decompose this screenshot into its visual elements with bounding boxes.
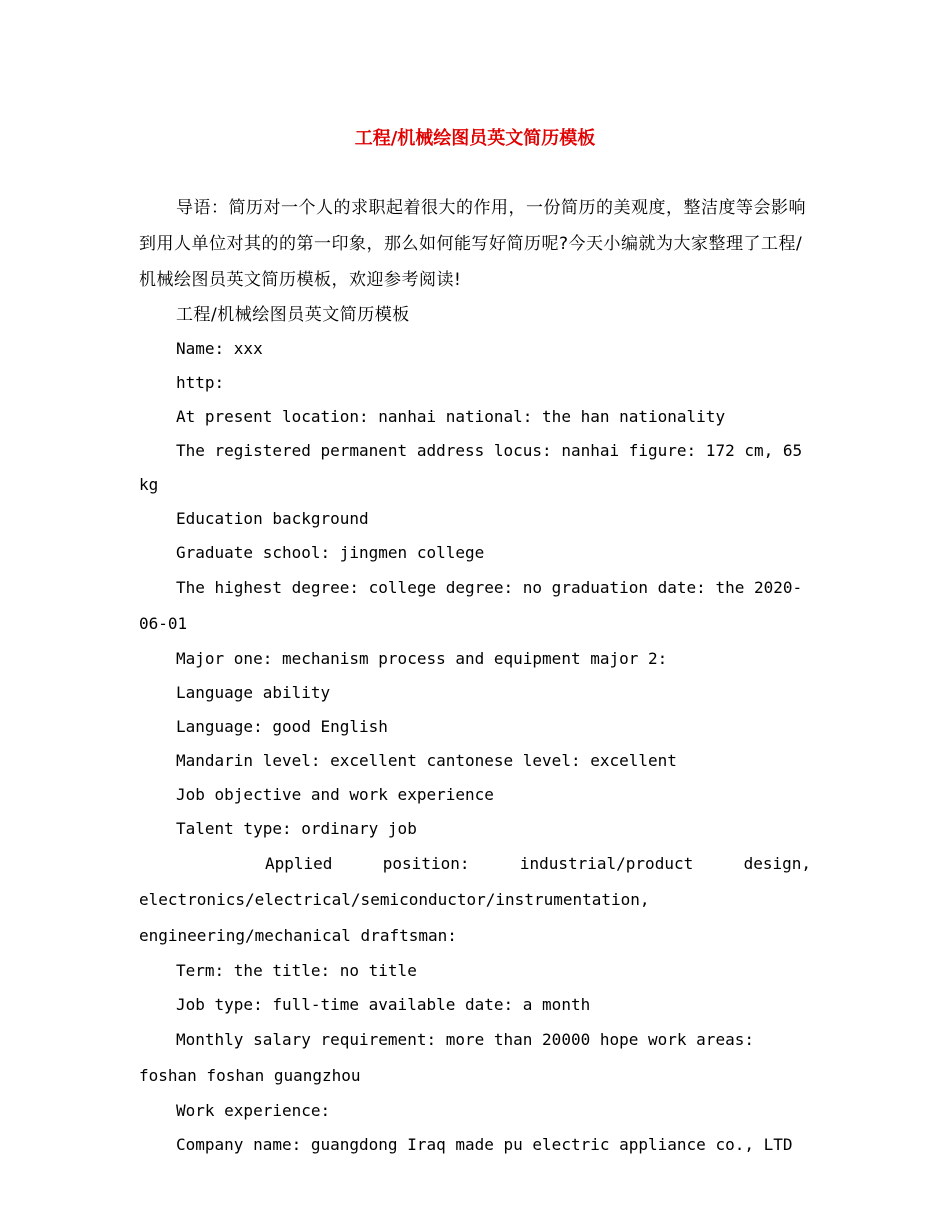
subtitle-line: 工程/机械绘图员英文简历模板	[176, 305, 410, 325]
registered-address-line: The registered permanent address locus: nanhai figure: 172 cm, 65 kg	[139, 441, 803, 494]
education-heading: Education background	[176, 509, 369, 528]
language-line: Language: good English	[176, 717, 388, 736]
language-heading: Language ability	[176, 683, 331, 702]
talent-type-line: Talent type: ordinary job	[176, 819, 417, 838]
http-line: http:	[176, 373, 225, 392]
location-line: At present location: nanhai national: the han nationality	[176, 407, 726, 426]
applied-position-line-2: electronics/electrical/semiconductor/instrumentation,	[139, 890, 650, 909]
applied-position-line-3: engineering/mechanical draftsman:	[139, 926, 457, 945]
mandarin-line: Mandarin level: excellent cantonese level: excellent	[176, 751, 677, 770]
document-body	[139, 190, 811, 1162]
intro-paragraph: 导语：简历对一个人的求职起着很大的作用，一份简历的美观度，整洁度等会影响到用人单位对其的的第一印象，那么如何能写好简历呢?今天小编就为大家整理了工程/机械绘图员英文简历模板，欢迎参考阅读!	[139, 198, 806, 290]
job-type-line: Job type: full-time available date: a month	[176, 995, 591, 1014]
job-objective-heading: Job objective and work experience	[176, 785, 494, 804]
name-line: Name: xxx	[176, 339, 263, 358]
applied-position-line-1: Applied position: industrial/product design,	[265, 854, 811, 873]
graduate-school-line: Graduate school: jingmen college	[176, 543, 485, 562]
term-line: Term: the title: no title	[176, 961, 417, 980]
document-title: 工程/机械绘图员英文简历模板	[354, 128, 596, 149]
highest-degree-line: The highest degree: college degree: no graduation date: the 2020-06-01	[139, 578, 803, 633]
work-experience-line: Work experience:	[176, 1101, 331, 1120]
major-line: Major one: mechanism process and equipment major 2:	[176, 649, 668, 668]
company-line: Company name: guangdong Iraq made pu electric appliance co., LTD	[176, 1135, 793, 1154]
salary-line: Monthly salary requirement: more than 20000 hope work areas: foshan foshan guangzhou	[139, 1030, 754, 1085]
